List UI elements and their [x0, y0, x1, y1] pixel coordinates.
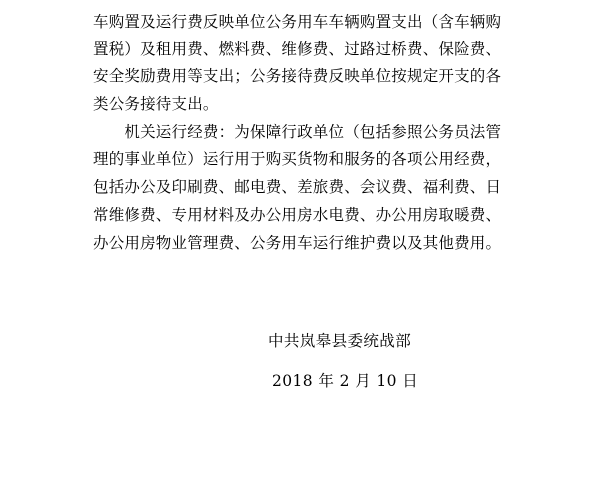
body-line-4: 类公务接待支出。	[93, 95, 219, 113]
body-line-2: 置税）及租用费、燃料费、维修费、过路过桥费、保险费、	[93, 40, 502, 58]
signature-date: 2018 年 2 月 10 日	[272, 372, 419, 390]
body-line-1: 车购置及运行费反映单位公务用车车辆购置支出（含车辆购	[93, 13, 502, 31]
body-line-9: 办公用房物业管理费、公务用车运行维护费以及其他费用。	[93, 234, 502, 252]
body-line-8: 常维修费、专用材料及办公用房水电费、办公用房取暖费、	[93, 206, 502, 224]
body-line-3: 安全奖励费用等支出；公务接待费反映单位按规定开支的各	[93, 67, 502, 85]
body-line-5: 机关运行经费：为保障行政单位（包括参照公务员法管	[93, 123, 502, 141]
signature-org: 中共岚皋县委统战部	[268, 332, 412, 350]
body-line-6: 理的事业单位）运行用于购买货物和服务的各项公用经费，	[93, 150, 502, 168]
body-line-7: 包括办公及印刷费、邮电费、差旅费、会议费、福利费、日	[93, 178, 502, 196]
